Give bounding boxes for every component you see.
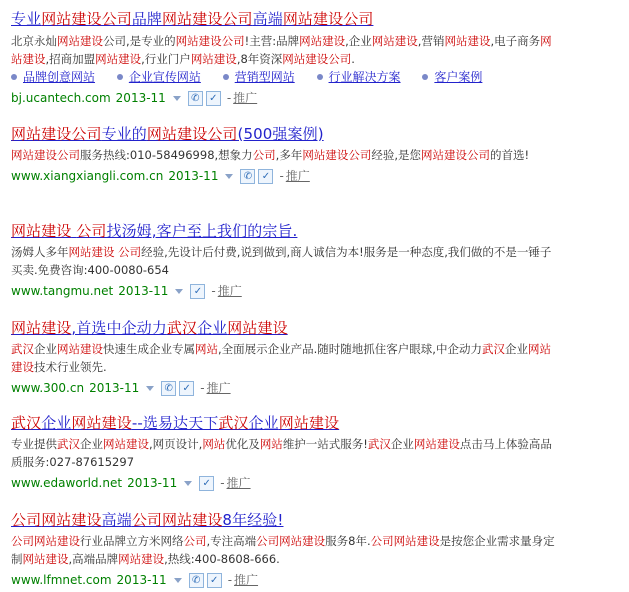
- text-segment: ,首选中企动力: [71, 319, 167, 337]
- keyword-highlight: 网站建设: [68, 245, 115, 259]
- result-6: [11, 510, 611, 589]
- keyword-highlight: 网站建设: [11, 34, 552, 66]
- result-description: [11, 243, 556, 279]
- verified-v-icon[interactable]: ✓: [190, 284, 205, 299]
- keyword-highlight: 公司: [118, 245, 142, 259]
- promo-link[interactable]: 推广: [217, 284, 242, 298]
- phone-icon[interactable]: ✆: [240, 169, 255, 184]
- text-segment: 服务热线:010-58496998,想象力: [80, 148, 253, 162]
- text-segment: 经验,先设计后付费,说到做到,商人诚信为本!服务是一种态度,我们做的不是一锤子买卖.免费咨询:400-0080-654: [11, 245, 552, 277]
- text-segment: 专业提供: [11, 437, 57, 451]
- result-title[interactable]: [11, 221, 611, 241]
- dropdown-arrow-icon[interactable]: [174, 578, 182, 583]
- result-date: 2013-11: [127, 476, 178, 490]
- separator: -: [227, 573, 233, 587]
- keyword-highlight: 网站建设公司: [11, 148, 80, 162]
- bullet-icon: [223, 74, 229, 80]
- text-segment: ,专注高端: [206, 534, 257, 548]
- promo-link[interactable]: 推广: [206, 381, 231, 395]
- text-segment: ,全面展示企业产品.随时随地抓住客户眼球,中企动力: [218, 342, 482, 356]
- keyword-highlight: 网站建设: [371, 34, 418, 48]
- text-segment: 8年经验!: [222, 511, 284, 529]
- separator: -: [279, 169, 284, 183]
- result-description: [11, 32, 556, 68]
- sitelink-marketing[interactable]: 营销型网站: [234, 70, 295, 84]
- result-url: bj.ucantech.com: [11, 91, 111, 105]
- keyword-highlight: 网站建设公司: [175, 34, 245, 48]
- bullet-icon: [422, 74, 428, 80]
- text-segment: 企业: [248, 414, 279, 432]
- text-segment: ,多年: [275, 148, 303, 162]
- text-segment: ,8年资深: [236, 52, 283, 66]
- keyword-highlight: 网站建设公司: [41, 10, 132, 28]
- phone-icon[interactable]: ✆: [189, 573, 204, 588]
- result-description: [11, 340, 556, 376]
- keyword-highlight: 网站建设: [278, 414, 340, 432]
- text-segment: ,营销: [417, 34, 445, 48]
- keyword-highlight: 网站建设: [413, 437, 460, 451]
- result-meta: [11, 474, 611, 492]
- result-url: www.300.cn: [11, 381, 85, 395]
- text-segment: 服务8年.: [325, 534, 371, 548]
- phone-icon[interactable]: ✆: [161, 381, 176, 396]
- result-3: [11, 221, 611, 300]
- keyword-highlight: 公司: [11, 534, 34, 548]
- keyword-highlight: 公司: [76, 222, 107, 240]
- keyword-highlight: 武汉: [367, 437, 391, 451]
- text-segment: ,高端品牌: [68, 552, 119, 566]
- keyword-highlight: 网站建设: [11, 319, 72, 337]
- phone-icon[interactable]: ✆: [188, 91, 203, 106]
- text-segment: 维护一站式服务!: [282, 437, 368, 451]
- dropdown-arrow-icon[interactable]: [184, 481, 192, 486]
- keyword-highlight: 网站建设: [444, 34, 491, 48]
- sitelink-item[interactable]: [117, 70, 219, 84]
- result-url: www.edaworld.net: [11, 476, 123, 490]
- keyword-highlight: 网站建设: [190, 52, 237, 66]
- text-segment: 企业: [197, 319, 228, 337]
- bullet-icon: [11, 74, 17, 80]
- text-segment: 高端: [101, 511, 132, 529]
- keyword-highlight: 公司: [370, 534, 394, 548]
- result-title[interactable]: [11, 510, 611, 530]
- result-url: www.xiangxiangli.com.cn: [11, 169, 164, 183]
- text-segment: 找汤姆,客户至上我们的宗旨.: [106, 222, 298, 240]
- keyword-highlight: 网站: [195, 342, 218, 356]
- keyword-highlight: 武汉: [57, 437, 80, 451]
- text-segment: 公司,是专业的: [103, 34, 176, 48]
- result-date: 2013-11: [89, 381, 140, 395]
- keyword-highlight: 网站建设: [227, 319, 288, 337]
- keyword-highlight: 网站建设: [118, 552, 165, 566]
- verified-v-icon[interactable]: ✓: [179, 381, 194, 396]
- keyword-highlight: 武汉: [11, 342, 34, 356]
- sitelink-item[interactable]: [317, 70, 419, 84]
- dropdown-arrow-icon[interactable]: [173, 96, 181, 101]
- keyword-highlight: 网站建设: [71, 414, 132, 432]
- text-segment: 专业: [11, 10, 42, 28]
- sitelink-item[interactable]: [223, 70, 313, 84]
- keyword-highlight: 武汉: [218, 414, 249, 432]
- sitelink-item[interactable]: [11, 70, 113, 84]
- result-2: [11, 124, 611, 185]
- keyword-highlight: 公司: [256, 534, 280, 548]
- text-segment: ,热线:400-8608-666.: [164, 552, 280, 566]
- text-segment: 行业品牌立方米网络: [80, 534, 184, 548]
- promo-link[interactable]: 推广: [234, 573, 259, 587]
- keyword-highlight: 网站建设: [95, 52, 142, 66]
- sitelinks: [11, 68, 611, 86]
- keyword-highlight: 武汉: [481, 342, 505, 356]
- text-segment: 高端: [252, 10, 283, 28]
- text-segment: --选易达天下: [131, 414, 219, 432]
- result-title[interactable]: [11, 413, 611, 433]
- text-segment: ,网页设计,: [149, 437, 203, 451]
- dropdown-arrow-icon[interactable]: [175, 289, 183, 294]
- keyword-highlight: 网站建设公司: [420, 148, 490, 162]
- keyword-highlight: 网站建设: [11, 222, 72, 240]
- separator: -: [200, 381, 205, 395]
- text-segment: 优化及: [225, 437, 260, 451]
- keyword-highlight: 网站建设: [299, 34, 346, 48]
- keyword-highlight: 公司: [183, 534, 207, 548]
- keyword-highlight: 网站建设: [22, 552, 69, 566]
- verified-v-icon[interactable]: ✓: [206, 91, 221, 106]
- result-description: [11, 146, 556, 164]
- result-meta: [11, 571, 611, 589]
- sitelink-promo[interactable]: 企业宣传网站: [128, 70, 201, 84]
- result-meta: [11, 282, 611, 300]
- verified-v-icon[interactable]: ✓: [199, 476, 214, 491]
- result-date: 2013-11: [168, 169, 219, 183]
- bullet-icon: [317, 74, 323, 80]
- text-segment: 专业的: [101, 125, 147, 143]
- text-segment: 汤姆人多年: [11, 245, 69, 259]
- text-segment: 技术行业领先.: [34, 360, 107, 374]
- result-1: [11, 9, 611, 107]
- text-segment: 品牌: [131, 10, 163, 28]
- keyword-highlight: 网站建设: [57, 34, 103, 48]
- keyword-highlight: 公司: [252, 148, 276, 162]
- result-4: [11, 318, 611, 397]
- keyword-highlight: 网站: [202, 437, 226, 451]
- bullet-icon: [117, 74, 123, 80]
- keyword-highlight: 网站建设: [393, 534, 440, 548]
- text-segment: 企业: [504, 342, 528, 356]
- result-description: [11, 435, 556, 471]
- separator: -: [220, 476, 225, 490]
- sitelink-brand[interactable]: 品牌创意网站: [23, 70, 96, 84]
- sitelink-item[interactable]: [422, 70, 500, 84]
- result-description: [11, 532, 556, 568]
- text-segment: 快速生成企业专属: [103, 342, 195, 356]
- keyword-highlight: 网站建设公司: [11, 125, 102, 143]
- text-segment: 企业: [41, 414, 72, 432]
- result-title[interactable]: [11, 9, 611, 29]
- keyword-highlight: 武汉: [11, 414, 42, 432]
- result-meta: [11, 167, 611, 185]
- result-meta: [11, 379, 611, 397]
- keyword-highlight: 网站建设: [57, 342, 103, 356]
- keyword-highlight: 网站建设公司: [282, 10, 374, 28]
- dropdown-arrow-icon[interactable]: [146, 386, 154, 391]
- separator: -: [226, 91, 232, 105]
- verified-v-icon[interactable]: ✓: [207, 573, 222, 588]
- text-segment: .: [351, 52, 355, 66]
- keyword-highlight: 网站: [259, 437, 283, 451]
- verified-v-icon[interactable]: ✓: [258, 169, 273, 184]
- promo-link[interactable]: 推广: [285, 169, 310, 183]
- promo-link[interactable]: 推广: [226, 476, 251, 490]
- separator: -: [211, 284, 216, 298]
- keyword-highlight: 网站建设公司: [146, 125, 238, 143]
- text-segment: 企业: [80, 437, 103, 451]
- keyword-highlight: 网站建设: [279, 534, 326, 548]
- text-segment: 点击马上体验高品质服务:027-87615297: [11, 437, 552, 469]
- promo-link[interactable]: 推广: [233, 91, 258, 105]
- text-segment: 企业: [34, 342, 57, 356]
- text-segment: ,招商加盟: [45, 52, 96, 66]
- result-date: 2013-11: [116, 573, 167, 587]
- keyword-highlight: 网站建设公司: [162, 10, 253, 28]
- text-segment: ,电子商务: [490, 34, 541, 48]
- keyword-highlight: 网站建设: [41, 511, 102, 529]
- keyword-highlight: 公司: [131, 511, 163, 529]
- result-date: 2013-11: [118, 284, 169, 298]
- text-segment: 的首选!: [489, 148, 530, 162]
- sitelink-cases[interactable]: 客户案例: [434, 70, 483, 84]
- keyword-highlight: 网站建设: [34, 534, 80, 548]
- keyword-highlight: 网站建设: [103, 437, 149, 451]
- result-url: www.tangmu.net: [11, 284, 114, 298]
- text-segment: 是按您企业需求量身定制: [11, 534, 555, 566]
- result-title[interactable]: [11, 124, 611, 144]
- result-title[interactable]: [11, 318, 611, 338]
- sitelink-solutions[interactable]: 行业解决方案: [328, 70, 401, 84]
- text-segment: !主营:品牌: [244, 34, 300, 48]
- keyword-highlight: 网站建设公司: [282, 52, 352, 66]
- keyword-highlight: 网站建设: [162, 511, 223, 529]
- text-segment: 经验,是您: [371, 148, 421, 162]
- keyword-highlight: 武汉: [166, 319, 198, 337]
- keyword-highlight: 网站建设: [11, 342, 551, 374]
- keyword-highlight: 网站建设公司: [302, 148, 372, 162]
- text-segment: (500强案例): [237, 125, 324, 143]
- text-segment: 北京永灿: [11, 34, 57, 48]
- result-meta: [11, 89, 611, 107]
- result-url: www.lfmnet.com: [11, 573, 112, 587]
- text-segment: ,企业: [345, 34, 372, 48]
- result-date: 2013-11: [115, 91, 166, 105]
- keyword-highlight: 公司: [11, 511, 42, 529]
- text-segment: ,行业门户: [141, 52, 191, 66]
- dropdown-arrow-icon[interactable]: [225, 174, 233, 179]
- text-segment: 企业: [390, 437, 414, 451]
- result-5: [11, 413, 611, 492]
